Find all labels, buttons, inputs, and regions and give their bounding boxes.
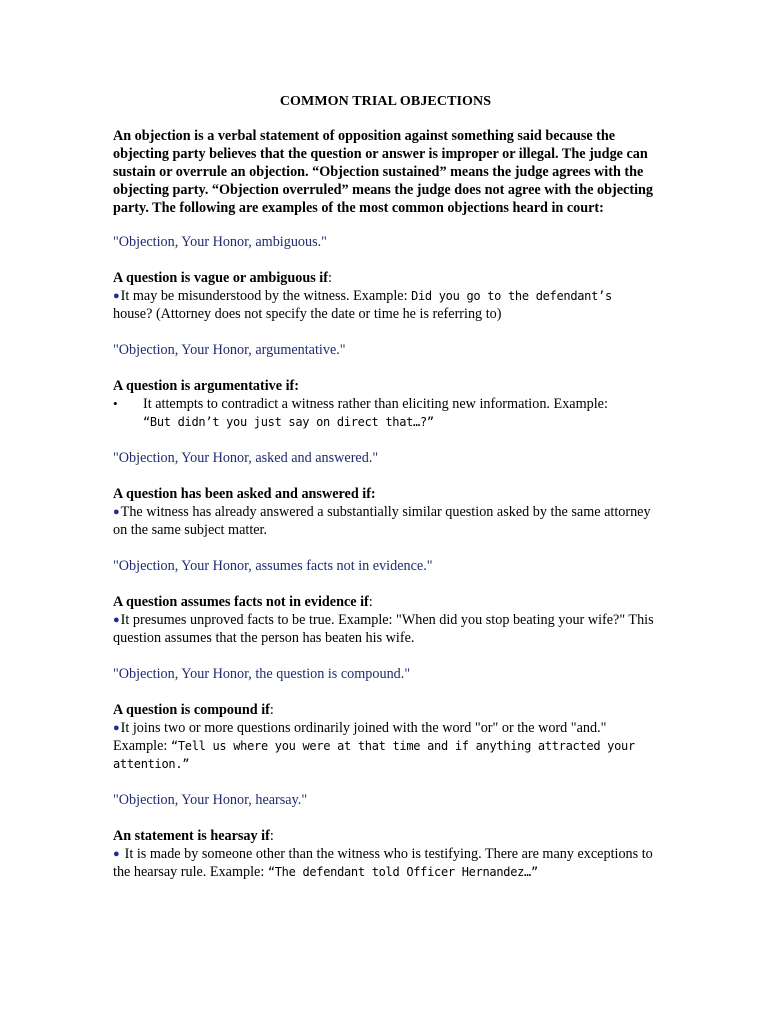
intro-paragraph: An objection is a verbal statement of opposition against something said because the objecting party believes that the question or answer is improper or illegal. The judge can sustain or overrule an objection. “Objection sustained” means the judge agrees with the objecting party. “Objection overruled” means the judge does not agree with the objecting party. The following are examples of the most common objections heard in court: xyxy=(113,128,653,216)
bullet-dot-icon: ● xyxy=(113,722,120,734)
bullet-dot-icon: ● xyxy=(113,290,120,302)
example-text: Did you go to the defendant’s xyxy=(411,289,612,303)
section-heading: A question assumes facts not in evidence if: xyxy=(113,594,373,610)
section-heading: A question is vague or ambiguous if: xyxy=(113,270,332,286)
section-heading: A question has been asked and answered if: xyxy=(113,486,376,502)
objection-quote: "Objection, Your Honor, argumentative." xyxy=(113,342,346,358)
bullet-dot-icon: • xyxy=(113,396,118,411)
section-heading: A question is argumentative if: xyxy=(113,378,300,394)
bullet-item: ●It may be misunderstood by the witness. Example: Did you go to the defendant’s house? (Attorney does not specify the date or time he is referring to) xyxy=(113,288,612,322)
section-compound xyxy=(113,665,658,773)
section-asked-and-answered xyxy=(113,449,658,539)
bullet-dot-icon: ● xyxy=(113,614,120,626)
objection-quote: "Objection, Your Honor, asked and answered." xyxy=(113,450,379,466)
section-argumentative xyxy=(113,341,658,431)
bullet-dot-icon: ● xyxy=(113,848,120,860)
example-text: “Tell us where you were at that time and if anything attracted your attention.” xyxy=(113,739,635,771)
example-text: “The defendant told Officer Hernandez…” xyxy=(267,865,538,879)
section-hearsay xyxy=(113,791,658,881)
section-heading: A question is compound if: xyxy=(113,702,274,718)
bullet-dot-icon: ● xyxy=(113,506,120,518)
section-ambiguous xyxy=(113,233,658,323)
document-title: COMMON TRIAL OBJECTIONS xyxy=(279,94,492,109)
example-text: “But didn’t you just say on direct that…?” xyxy=(143,415,434,429)
section-heading: An statement is hearsay if: xyxy=(113,828,274,844)
bullet-item: ●It joins two or more questions ordinarily joined with the word "or" or the word "and." Example: “Tell us where you were at that time and if anything attracted your attention.” xyxy=(113,720,635,771)
bullet-item: ● It is made by someone other than the witness who is testifying. There are many exceptions to the hearsay rule. Example: “The defendant told Officer Hernandez…” xyxy=(113,846,653,880)
objection-quote: "Objection, Your Honor, ambiguous." xyxy=(113,234,327,250)
bullet-item: • It attempts to contradict a witness rather than eliciting new information. Example: “But didn’t you just say on direct that…?” xyxy=(113,396,608,429)
objection-quote: "Objection, Your Honor, assumes facts not in evidence." xyxy=(113,558,433,574)
objection-quote: "Objection, Your Honor, hearsay." xyxy=(113,792,308,808)
bullet-item: ●It presumes unproved facts to be true. Example: "When did you stop beating your wife?" This question assumes that the person has beaten his wife. xyxy=(113,612,654,646)
section-assumes-facts xyxy=(113,557,658,647)
bullet-item: ●The witness has already answered a substantially similar question asked by the same attorney on the same subject matter. xyxy=(113,504,651,538)
objection-quote: "Objection, Your Honor, the question is compound." xyxy=(113,666,411,682)
document-page xyxy=(113,93,658,899)
